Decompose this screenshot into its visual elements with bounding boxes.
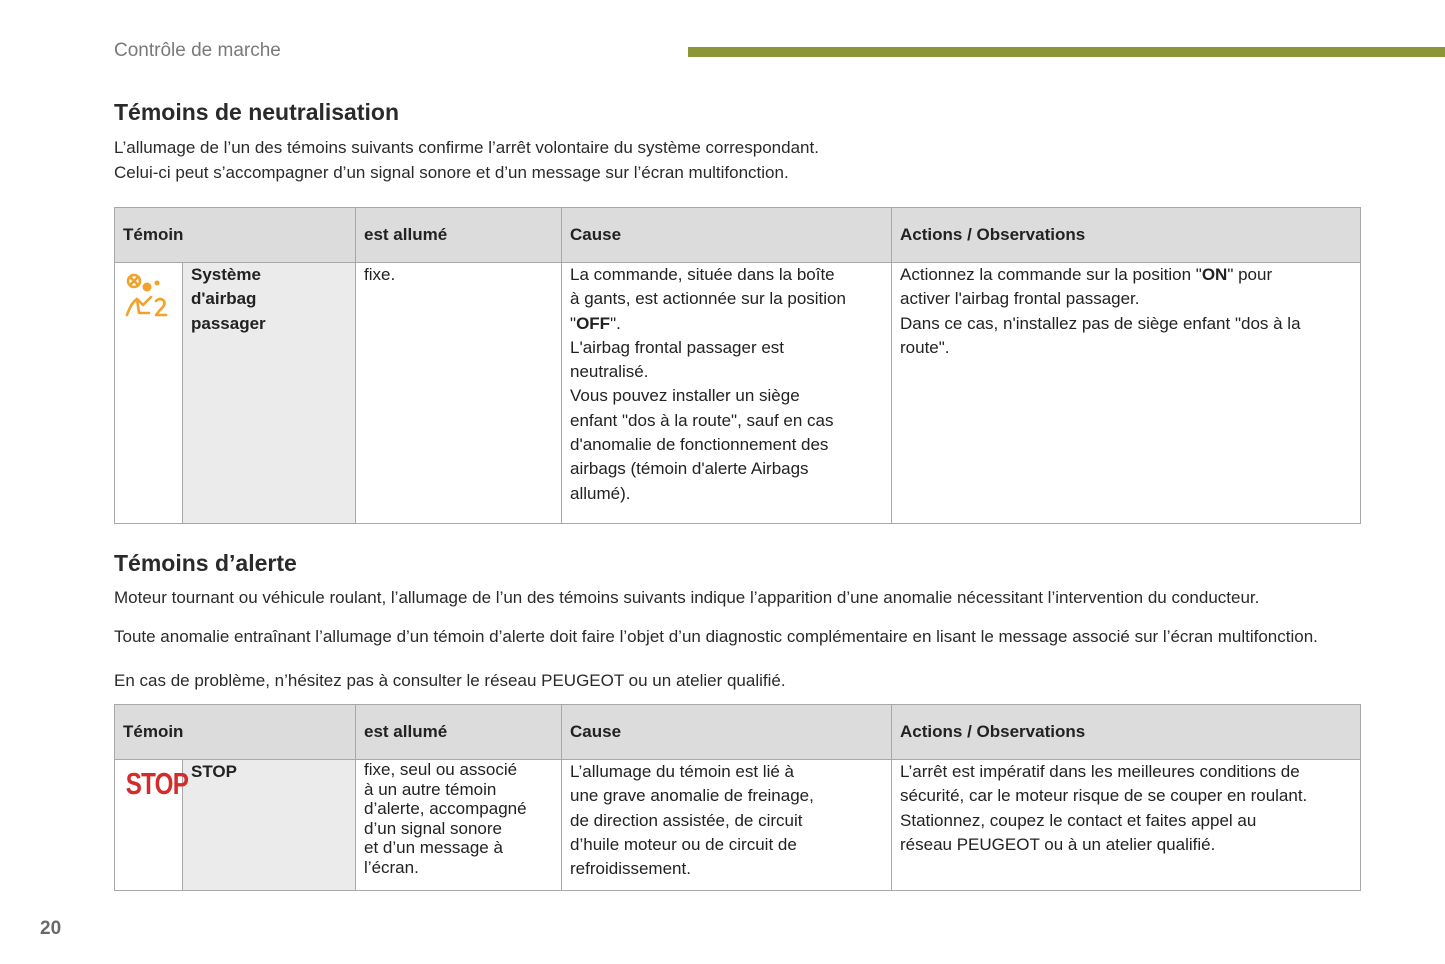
cause-line: une grave anomalie de freinage, <box>570 786 814 806</box>
neutralisation-intro-line: L’allumage de l’un des témoins suivants confirme l’arrêt volontaire du système correspondant. <box>114 138 819 157</box>
col-header-temoin: Témoin <box>115 208 356 263</box>
quote-mark: ". <box>610 313 621 333</box>
actions-text: Actionnez la commande sur la position " <box>900 265 1202 284</box>
cause-line: d'anomalie de fonctionnement des <box>570 435 829 455</box>
col-header-state: est allumé <box>356 705 562 760</box>
cause-line: airbags (témoin d'alerte Airbags <box>570 459 809 479</box>
col-header-cause: Cause <box>562 705 892 760</box>
cause-line <box>570 312 883 336</box>
actions-line: Dans ce cas, n'installez pas de siège enfant "dos à la <box>900 313 1301 333</box>
indicator-name-line: Système <box>191 265 261 284</box>
neutralisation-table <box>114 207 1361 524</box>
cause-line: L'airbag frontal passager est <box>570 337 785 357</box>
header-accent-bar <box>688 47 1445 57</box>
cause-line: allumé). <box>570 483 631 503</box>
indicator-cause <box>562 760 892 891</box>
indicator-state: fixe. <box>356 263 562 524</box>
col-header-actions: Actions / Observations <box>892 208 1361 263</box>
col-header-actions: Actions / Observations <box>892 705 1361 760</box>
indicator-state <box>356 760 562 891</box>
cause-line: La commande, située dans la boîte <box>570 265 835 284</box>
actions-text: " pour <box>1227 265 1273 284</box>
indicator-name <box>183 263 356 524</box>
stop-warning-icon <box>115 760 189 891</box>
neutralisation-heading: Témoins de neutralisation <box>114 99 399 125</box>
state-line: et d’un message à <box>364 838 503 857</box>
indicator-name: STOP <box>183 760 356 891</box>
neutralisation-intro <box>114 136 1354 185</box>
alerte-intro-3: En cas de problème, n’hésitez pas à consulter le réseau PEUGEOT ou un atelier qualifié. <box>114 671 786 690</box>
cause-line: enfant "dos à la route", sauf en cas <box>570 410 834 430</box>
actions-line: Stationnez, coupez le contact et faites appel au <box>900 810 1257 830</box>
actions-line: sécurité, car le moteur risque de se couper en roulant. <box>900 786 1308 806</box>
col-header-temoin: Témoin <box>115 705 356 760</box>
table-header-row <box>115 705 1361 760</box>
state-line: fixe, seul ou associé <box>364 760 518 779</box>
quote-mark: " <box>570 313 577 333</box>
indicator-name-line: passager <box>191 313 266 333</box>
cause-line: neutralisé. <box>570 362 649 382</box>
indicator-actions <box>892 760 1361 891</box>
airbag-off-icon <box>115 263 183 524</box>
on-keyword: ON <box>1201 265 1228 284</box>
indicator-name-line: d'airbag <box>191 289 257 309</box>
table-row <box>115 263 1361 524</box>
col-header-cause: Cause <box>562 208 892 263</box>
alerte-intro-2: Toute anomalie entraînant l’allumage d’un témoin d’alerte doit faire l’objet d’un diagnostic complémentaire en lisant le message associé sur l’écran multifonction. <box>114 627 1318 646</box>
cause-line: Vous pouvez installer un siège <box>570 386 800 406</box>
alerte-table <box>114 704 1361 891</box>
state-line: l’écran. <box>364 857 419 877</box>
actions-line <box>900 263 1352 287</box>
off-keyword: OFF <box>576 313 611 333</box>
alerte-intro-1: Moteur tournant ou véhicule roulant, l’allumage de l’un des témoins suivants indique l’apparition d’une anomalie nécessitant l’intervention du conducteur. <box>114 588 1260 607</box>
table-row <box>115 760 1361 891</box>
cause-line: refroidissement. <box>570 859 691 879</box>
state-line: à un autre témoin <box>364 779 497 799</box>
cause-line: de direction assistée, de circuit <box>570 810 803 830</box>
stop-icon-text: STOP <box>125 766 189 801</box>
cause-line: d’huile moteur ou de circuit de <box>570 834 797 854</box>
section-header-title: Contrôle de marche <box>114 40 281 61</box>
page-number: 20 <box>40 918 62 939</box>
table-header-row <box>115 208 1361 263</box>
actions-line: réseau PEUGEOT ou à un atelier qualifié. <box>900 834 1216 854</box>
cause-line: à gants, est actionnée sur la position <box>570 289 846 309</box>
alerte-heading: Témoins d’alerte <box>114 550 297 576</box>
actions-line: L’arrêt est impératif dans les meilleures conditions de <box>900 762 1300 781</box>
state-line: d’alerte, accompagné <box>364 799 527 818</box>
state-line: d’un signal sonore <box>364 818 502 838</box>
neutralisation-intro-line: Celui-ci peut s’accompagner d’un signal sonore et d’un message sur l’écran multifonction. <box>114 162 789 182</box>
col-header-state: est allumé <box>356 208 562 263</box>
indicator-actions <box>892 263 1361 524</box>
actions-line: activer l'airbag frontal passager. <box>900 289 1140 309</box>
indicator-cause <box>562 263 892 524</box>
cause-line: L’allumage du témoin est lié à <box>570 762 794 781</box>
actions-line: route". <box>900 337 950 357</box>
